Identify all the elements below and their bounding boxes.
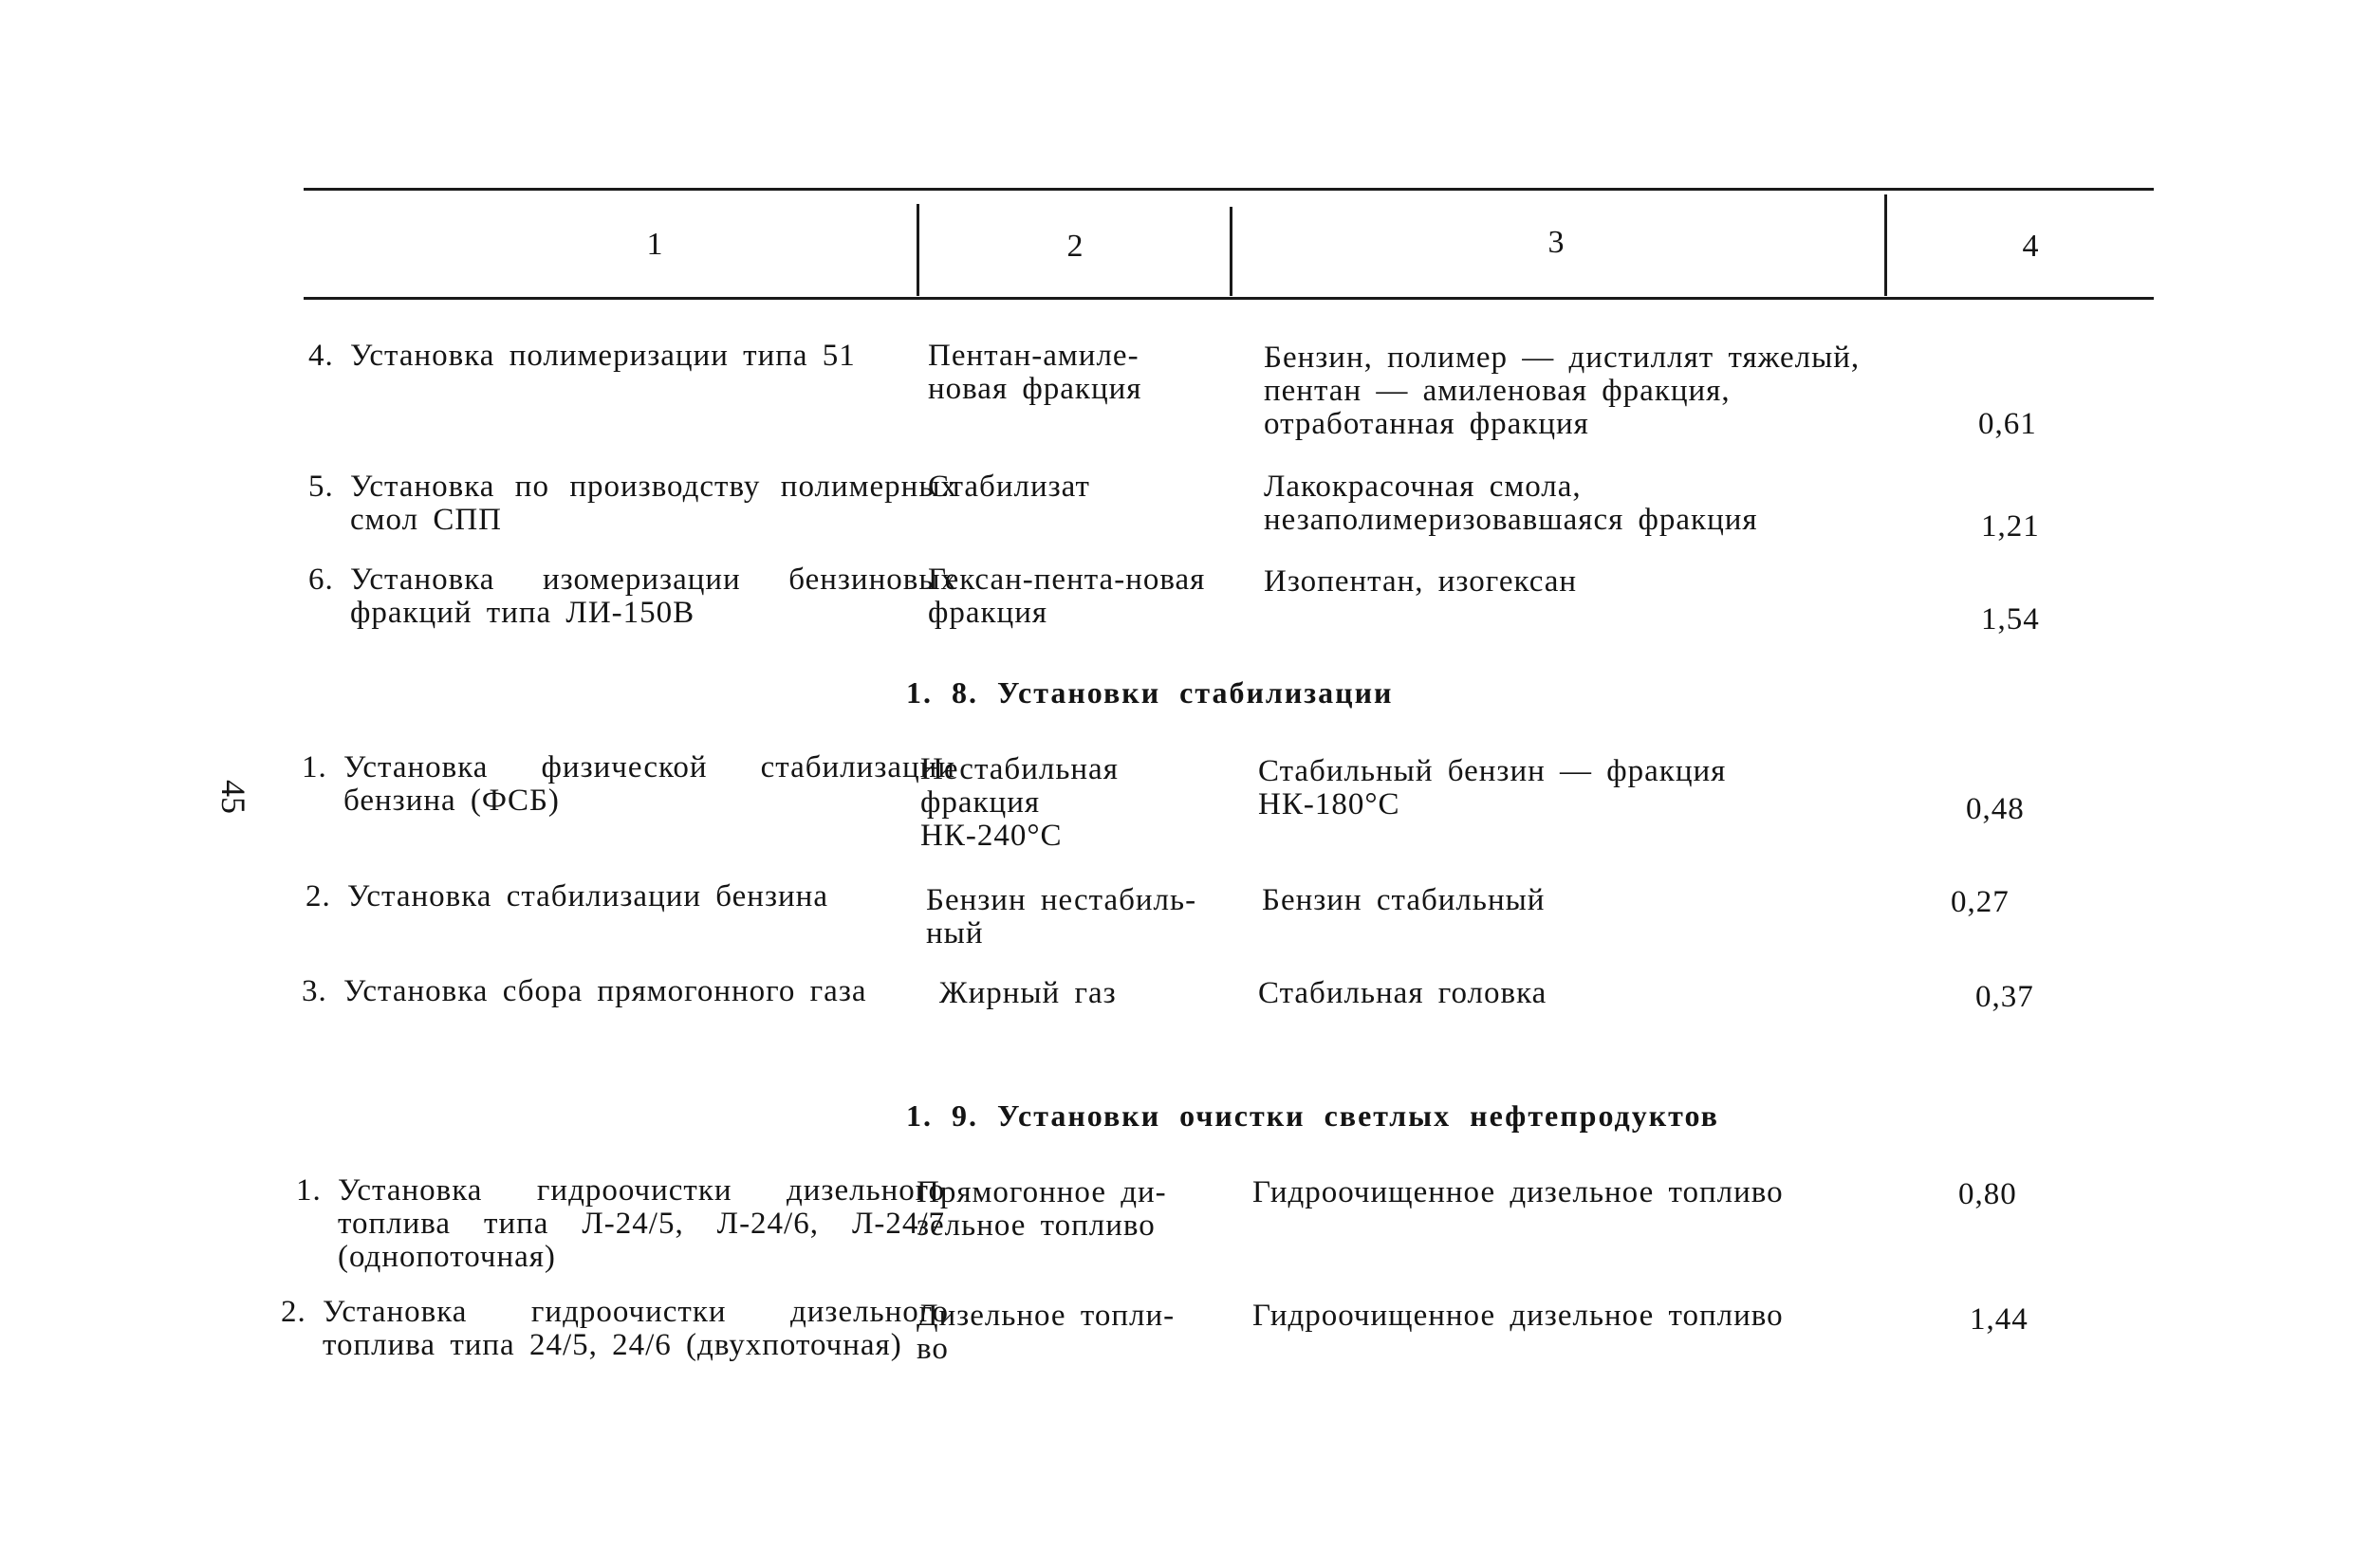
row-title: Установка стабилизации бензина (347, 879, 828, 913)
row-product: Гидроочищенное дизельное топливо (1252, 1299, 1784, 1333)
column-header-3: 3 (1547, 225, 1565, 260)
row-title: Установка полимеризации типа 51 (350, 339, 856, 373)
row-value: 0,48 (1966, 792, 2025, 826)
table-row-name (306, 880, 964, 913)
row-product: Бензин стабильный (1262, 883, 1546, 917)
row-feed: Стабилизат (928, 470, 1090, 504)
table-top-rule (304, 188, 2154, 191)
row-number: 3. (302, 974, 327, 1008)
column-header-2: 2 (1066, 229, 1084, 264)
row-value: 1,54 (1981, 602, 2040, 636)
row-number: 5. (308, 470, 334, 504)
row-number: 2. (281, 1295, 306, 1329)
page-number: 45 (214, 780, 252, 814)
column-header-4: 4 (2022, 229, 2039, 264)
row-title: Установка физической стабилизации бензина (ФСБ) (343, 750, 955, 818)
row-title: Установка сбора прямогонного газа (343, 974, 867, 1008)
row-product: Стабильный бензин — фракция НК-180°С (1258, 754, 1727, 821)
row-feed: Дизельное топли-во (917, 1299, 1176, 1366)
row-value: 0,37 (1975, 980, 2034, 1014)
row-value: 0,80 (1958, 1177, 2017, 1211)
row-title: Установка изомеризации бензиновых фракций типа ЛИ-150В (350, 563, 957, 630)
row-title: Установка гидроочистки дизельного топлива типа 24/5, 24/6 (двухпоточная) (323, 1295, 949, 1362)
row-number: 4. (308, 339, 334, 373)
row-feed: Прямогонное ди-зельное топливо (917, 1175, 1167, 1243)
table-row-name (308, 563, 957, 630)
row-value: 0,27 (1951, 885, 2010, 919)
row-title: Установка по производству полимерных смол СПП (350, 470, 957, 537)
table-row-name (308, 340, 957, 373)
table-row-name (308, 470, 957, 537)
row-feed: Бензин нестабиль-ный (926, 883, 1197, 950)
row-product: Бензин, полимер — дистиллят тяжелый, пентан — амиленовая фракция, отработанная фракция (1264, 341, 1861, 441)
row-feed: Жирный газ (939, 976, 1117, 1010)
row-value: 0,61 (1978, 407, 2037, 441)
row-number: 6. (308, 563, 334, 597)
column-divider-3 (1884, 194, 1887, 296)
row-product: Гидроочищенное дизельное топливо (1252, 1175, 1784, 1209)
row-value: 1,44 (1970, 1302, 2029, 1337)
row-number: 1. (296, 1173, 322, 1208)
row-feed: Гексан-пента-новая фракция (928, 563, 1206, 630)
row-feed: Нестабильная фракция НК-240°С (920, 752, 1119, 853)
section-title-purification: 1. 9. Установки очистки светлых нефтепродуктов (906, 1098, 1719, 1133)
column-header-1: 1 (646, 227, 663, 262)
column-divider-1 (917, 204, 919, 296)
table-row-name (302, 751, 955, 818)
row-feed: Пентан-амиле-новая фракция (928, 339, 1142, 406)
section-title-stabilization: 1. 8. Установки стабилизации (906, 675, 1394, 710)
row-product: Лакокрасочная смола, незаполимеризовавшаяся фракция (1264, 470, 1758, 537)
table-row-name (281, 1296, 949, 1362)
row-product: Изопентан, изогексан (1264, 564, 1578, 599)
row-number: 2. (306, 879, 331, 913)
row-value: 1,21 (1981, 509, 2040, 544)
column-divider-2 (1230, 207, 1232, 296)
row-product: Стабильная головка (1258, 976, 1547, 1010)
table-header-bottom-rule (304, 297, 2154, 300)
table-row-name (296, 1174, 945, 1274)
row-number: 1. (302, 750, 327, 784)
row-title: Установка гидроочистки дизельного топлива типа Л-24/5, Л-24/6, Л-24/7 (однопоточная) (338, 1173, 945, 1274)
table-row-name (302, 975, 932, 1008)
